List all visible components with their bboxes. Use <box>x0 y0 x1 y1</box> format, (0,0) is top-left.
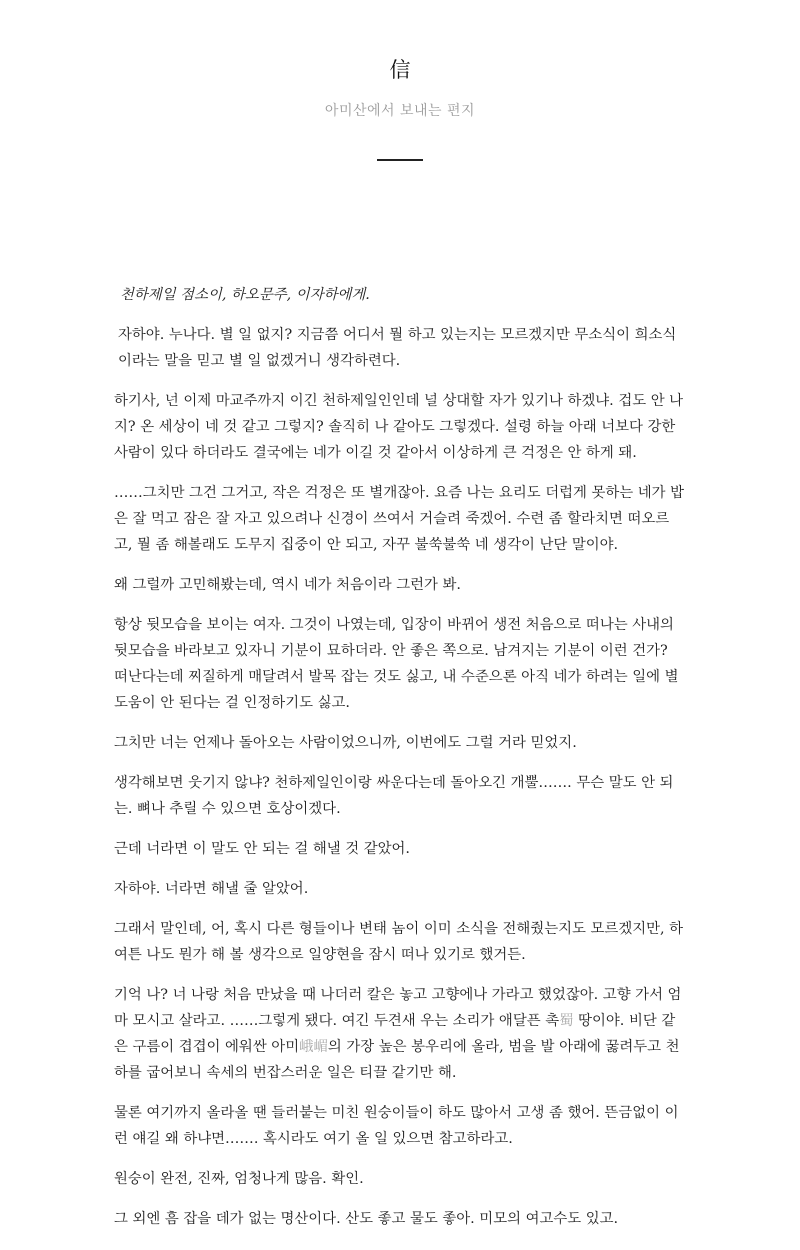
paragraph: 근데 너라면 이 말도 안 되는 걸 해낼 것 같았어. <box>114 841 410 857</box>
paragraph: 자하야. 누나다. 별 일 없지? 지금쯤 어디서 뭘 하고 있는지는 모르겠지만 무소식이 희소식이라는 말을 믿고 별 일 없겠거니 생각하련다. <box>118 327 677 369</box>
paragraph: ……그치만 그건 그거고, 작은 걱정은 또 별개잖아. 요즘 나는 요리도 더럽게 못하는 네가 밥은 잘 먹고 잠은 잘 자고 있으려나 신경이 쓰여서 거슬려 죽겠어. 수련 좀 할라치면 떠오르고, 뭘 좀 해볼래도 도무지 집중이 안 되고, 자꾸 불쑥불쑥 네 생각이 난단 말이야. <box>114 485 685 553</box>
paragraph: 항상 뒷모습을 보이는 여자. 그것이 나였는데, 입장이 바뀌어 생전 처음으로 떠나는 사내의 뒷모습을 바라보고 있자니 기분이 묘하더라. 안 좋은 쪽으로. 남겨지는 기분이 이런 건가? 떠난다는데 찌질하게 매달려서 발목 잡는 것도 싫고, 내 수준으론 아직 네가 하려는 일에 별 도움이 안 된다는 걸 인정하기도 싫고. <box>114 617 679 711</box>
letter-salutation: 천하제일 점소이, 하오문주, 이자하에게. <box>120 287 370 303</box>
paragraph: 생각해보면 웃기지 않냐? 천하제일인이랑 싸운다는데 돌아오긴 개뿔……. 무슨 말도 안 되는. 뼈나 추릴 수 있으면 호상이겠다. <box>114 775 674 817</box>
paragraph: 하기사, 넌 이제 마교주까지 이긴 천하제일인인데 널 상대할 자가 있기나 하겠냐. 겁도 안 나지? 온 세상이 네 것 같고 그렇지? 솔직히 나 같아도 그렇겠다. 설령 하늘 아래 너보다 강한 사람이 있다 하더라도 결국에는 네가 이길 것 같아서 이상하게 큰 걱정은 안 하게 돼. <box>114 393 684 461</box>
paragraph-memory <box>114 982 686 1086</box>
paragraph: 자하야. 너라면 해낼 줄 알았어. <box>114 881 309 897</box>
hanja-annotation: 蜀 <box>559 1013 574 1029</box>
letter-body <box>114 282 686 1246</box>
hanja-annotation: 峨嵋 <box>299 1039 328 1055</box>
paragraph: 그래서 말인데, 어, 혹시 다른 형들이나 변태 놈이 이미 소식을 전해줬는지도 모르겠지만, 하여튼 나도 뭔가 해 볼 생각으로 일양현을 잠시 떠나 있기로 했거든. <box>114 921 684 963</box>
paragraph: 왜 그럴까 고민해봤는데, 역시 네가 처음이라 그런가 봐. <box>114 577 462 593</box>
paragraph: 물론 여기까지 올라올 땐 들러붙는 미친 원숭이들이 하도 많아서 고생 좀 했어. 뜬금없이 이런 얘길 왜 하냐면……. 혹시라도 여기 올 일 있으면 참고하라고. <box>114 1105 679 1147</box>
memory-text-1: 기억 나? 너 나랑 처음 만났을 때 나더러 칼은 놓고 고향에나 가라고 했었잖아. 고향 가서 엄마 모시고 살라고. ……그렇게 됐다. 여긴 두견새 우는 소리가 애달픈 촉 <box>114 987 682 1029</box>
paragraph: 그 외엔 흠 잡을 데가 없는 명산이다. 산도 좋고 물도 좋아. 미모의 여고수도 있고. <box>114 1211 619 1227</box>
letter-title: 信 <box>389 58 411 82</box>
memory-text-2: 땅이야. 비단 같은 구름이 겹겹이 에워싼 아미 <box>114 1013 676 1055</box>
memory-text-3: 의 가장 높은 봉우리에 올라, 범을 발 아래에 꿇려두고 천하를 굽어보니 속세의 번잡스러운 일은 티끌 같기만 해. <box>114 1039 680 1081</box>
paragraph: 그치만 너는 언제나 돌아오는 사람이었으니까, 이번에도 그럴 거라 믿었지. <box>114 735 577 751</box>
title-divider <box>377 159 423 161</box>
paragraph: 원숭이 완전, 진짜, 엄청나게 많음. 확인. <box>114 1171 364 1187</box>
letter-subtitle: 아미산에서 보내는 편지 <box>324 103 476 119</box>
